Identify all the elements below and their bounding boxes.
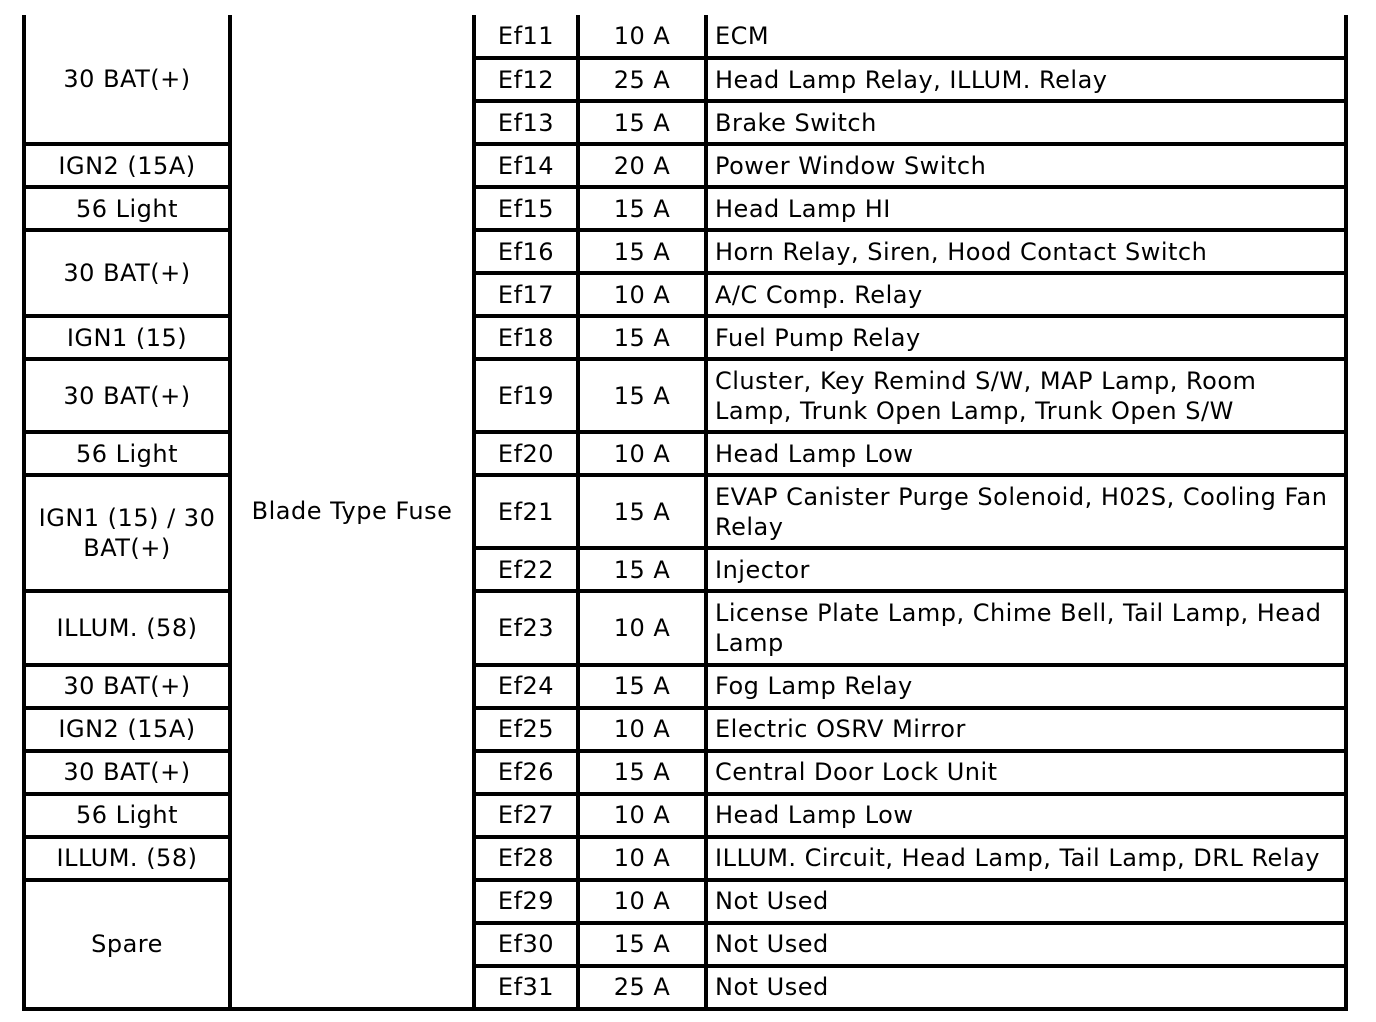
table-row bbox=[24, 187, 1346, 230]
fuse-rating-cell: 10 A bbox=[578, 837, 706, 880]
fuse-description-cell: Central Door Lock Unit bbox=[706, 751, 1346, 794]
fuse-description-cell: Not Used bbox=[706, 880, 1346, 923]
fuse-rating-cell: 25 A bbox=[578, 58, 706, 101]
circuit-group-cell: Spare bbox=[24, 880, 230, 1009]
fuse-id-cell: Ef22 bbox=[474, 548, 578, 591]
fuse-rating-cell: 10 A bbox=[578, 273, 706, 316]
fuse-description-cell: Head Lamp Low bbox=[706, 794, 1346, 837]
fuse-id-cell: Ef15 bbox=[474, 187, 578, 230]
fuse-table-body bbox=[24, 15, 1346, 1009]
circuit-group-cell: 56 Light bbox=[24, 187, 230, 230]
table-row bbox=[24, 359, 1346, 432]
fuse-rating-cell: 15 A bbox=[578, 359, 706, 432]
fuse-description-cell: Fog Lamp Relay bbox=[706, 665, 1346, 708]
fuse-rating-cell: 10 A bbox=[578, 432, 706, 475]
fuse-description-cell: EVAP Canister Purge Solenoid, H02S, Cooling Fan Relay bbox=[706, 475, 1346, 548]
fuse-rating-cell: 25 A bbox=[578, 966, 706, 1009]
fuse-description-cell: Brake Switch bbox=[706, 101, 1346, 144]
fuse-id-cell: Ef25 bbox=[474, 708, 578, 751]
circuit-group-cell: 56 Light bbox=[24, 432, 230, 475]
fuse-id-cell: Ef28 bbox=[474, 837, 578, 880]
circuit-group-cell: 30 BAT(+) bbox=[24, 230, 230, 316]
fuse-id-cell: Ef18 bbox=[474, 316, 578, 359]
table-row bbox=[24, 751, 1346, 794]
table-row bbox=[24, 15, 1346, 58]
fuse-rating-cell: 15 A bbox=[578, 101, 706, 144]
fuse-rating-cell: 10 A bbox=[578, 794, 706, 837]
table-row bbox=[24, 432, 1346, 475]
fuse-rating-cell: 15 A bbox=[578, 548, 706, 591]
table-row bbox=[24, 144, 1346, 187]
fuse-description-cell: License Plate Lamp, Chime Bell, Tail Lamp, Head Lamp bbox=[706, 591, 1346, 664]
circuit-group-cell: IGN1 (15) / 30 BAT(+) bbox=[24, 475, 230, 591]
fuse-description-cell: Fuel Pump Relay bbox=[706, 316, 1346, 359]
circuit-group-cell: IGN2 (15A) bbox=[24, 144, 230, 187]
fuse-rating-cell: 15 A bbox=[578, 475, 706, 548]
fuse-rating-cell: 15 A bbox=[578, 187, 706, 230]
fuse-rating-cell: 15 A bbox=[578, 230, 706, 273]
fuse-id-cell: Ef23 bbox=[474, 591, 578, 664]
fuse-id-cell: Ef16 bbox=[474, 230, 578, 273]
circuit-group-cell: IGN2 (15A) bbox=[24, 708, 230, 751]
fuse-description-cell: Head Lamp Low bbox=[706, 432, 1346, 475]
fuse-rating-cell: 15 A bbox=[578, 316, 706, 359]
fuse-id-cell: Ef13 bbox=[474, 101, 578, 144]
fuse-rating-cell: 20 A bbox=[578, 144, 706, 187]
table-row bbox=[24, 591, 1346, 664]
fuse-description-cell: ECM bbox=[706, 15, 1346, 58]
table-row bbox=[24, 794, 1346, 837]
fuse-rating-cell: 15 A bbox=[578, 665, 706, 708]
fuse-id-cell: Ef20 bbox=[474, 432, 578, 475]
fuse-description-cell: Head Lamp Relay, ILLUM. Relay bbox=[706, 58, 1346, 101]
fuse-id-cell: Ef21 bbox=[474, 475, 578, 548]
fuse-description-cell: Not Used bbox=[706, 966, 1346, 1009]
fuse-rating-cell: 10 A bbox=[578, 15, 706, 58]
fuse-rating-cell: 10 A bbox=[578, 880, 706, 923]
circuit-group-cell: 30 BAT(+) bbox=[24, 359, 230, 432]
fuse-description-cell: ILLUM. Circuit, Head Lamp, Tail Lamp, DRL Relay bbox=[706, 837, 1346, 880]
fuse-description-cell: Injector bbox=[706, 548, 1346, 591]
fuse-id-cell: Ef26 bbox=[474, 751, 578, 794]
fuse-description-cell: Not Used bbox=[706, 923, 1346, 966]
fuse-rating-cell: 15 A bbox=[578, 751, 706, 794]
circuit-group-cell: ILLUM. (58) bbox=[24, 591, 230, 664]
fuse-id-cell: Ef29 bbox=[474, 880, 578, 923]
fuse-id-cell: Ef11 bbox=[474, 15, 578, 58]
fuse-id-cell: Ef12 bbox=[474, 58, 578, 101]
fuse-description-cell: Head Lamp HI bbox=[706, 187, 1346, 230]
table-row bbox=[24, 230, 1346, 273]
fuse-rating-cell: 10 A bbox=[578, 591, 706, 664]
table-row bbox=[24, 708, 1346, 751]
table-row bbox=[24, 316, 1346, 359]
fuse-id-cell: Ef24 bbox=[474, 665, 578, 708]
fuse-description-cell: Electric OSRV Mirror bbox=[706, 708, 1346, 751]
fuse-id-cell: Ef30 bbox=[474, 923, 578, 966]
fuse-id-cell: Ef31 bbox=[474, 966, 578, 1009]
fuse-description-cell: Horn Relay, Siren, Hood Contact Switch bbox=[706, 230, 1346, 273]
circuit-group-cell: 30 BAT(+) bbox=[24, 15, 230, 144]
circuit-group-cell: IGN1 (15) bbox=[24, 316, 230, 359]
table-row bbox=[24, 665, 1346, 708]
fuse-id-cell: Ef14 bbox=[474, 144, 578, 187]
table-row bbox=[24, 837, 1346, 880]
fuse-type-cell: Blade Type Fuse bbox=[230, 15, 474, 1009]
circuit-group-cell: 56 Light bbox=[24, 794, 230, 837]
fuse-id-cell: Ef17 bbox=[474, 273, 578, 316]
table-row bbox=[24, 475, 1346, 548]
circuit-group-cell: 30 BAT(+) bbox=[24, 751, 230, 794]
fuse-rating-cell: 10 A bbox=[578, 708, 706, 751]
fuse-description-cell: A/C Comp. Relay bbox=[706, 273, 1346, 316]
fuse-id-cell: Ef19 bbox=[474, 359, 578, 432]
fuse-description-cell: Power Window Switch bbox=[706, 144, 1346, 187]
fuse-description-cell: Cluster, Key Remind S/W, MAP Lamp, Room Lamp, Trunk Open Lamp, Trunk Open S/W bbox=[706, 359, 1346, 432]
fuse-table bbox=[22, 15, 1348, 1011]
circuit-group-cell: 30 BAT(+) bbox=[24, 665, 230, 708]
circuit-group-cell: ILLUM. (58) bbox=[24, 837, 230, 880]
fuse-id-cell: Ef27 bbox=[474, 794, 578, 837]
fuse-rating-cell: 15 A bbox=[578, 923, 706, 966]
table-row bbox=[24, 880, 1346, 923]
